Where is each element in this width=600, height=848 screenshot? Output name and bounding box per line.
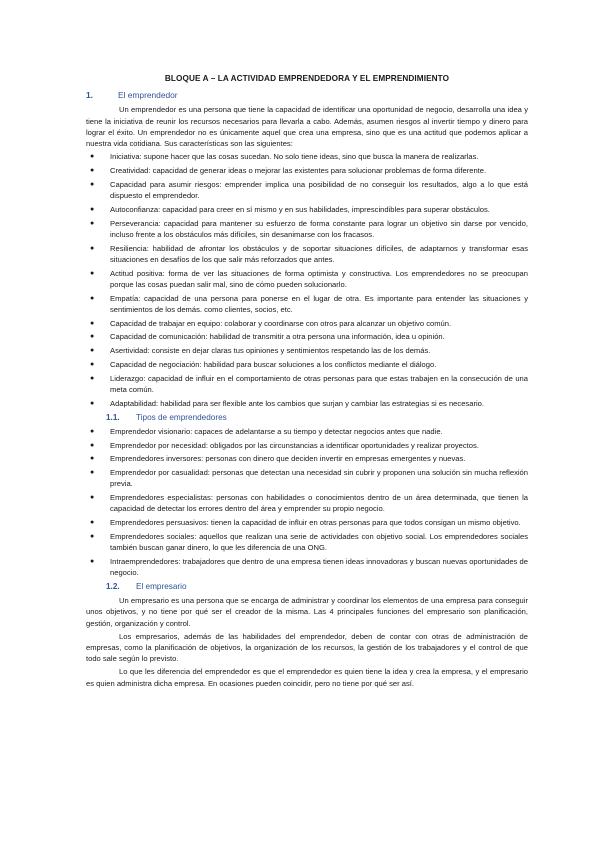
item-term: Liderazgo: [110, 373, 146, 383]
item-text: obligados por las circunstancias a identificar oportunidades y realizar proyectos. [207, 440, 479, 450]
list-item [86, 293, 528, 315]
item-term: Capacidad de comunicación: [110, 332, 208, 342]
item-term: Emprendedores persuasivos: [110, 518, 209, 528]
subsection-heading-empresario [106, 581, 528, 592]
bullet-icon: ● [90, 153, 95, 161]
item-text: habilidad para buscar soluciones a los conflictos mediante el diálogo. [201, 360, 437, 369]
bullet-icon: ● [90, 469, 95, 477]
empresario-paragraph-3: Lo que les diferencia del emprendedor es que el emprendedor es quien tiene la idea y crea la empresa, y el empresario es quien administra dicha empresa. En ocasiones pueden coincidir, pero no tiene por qué ser así. [86, 667, 528, 688]
list-item [86, 268, 528, 290]
bullet-icon: ● [90, 180, 95, 188]
item-text: habilidad de transmitir a otra persona una información, idea u opinión. [207, 332, 445, 342]
item-term: Asertividad: [110, 346, 150, 356]
bullet-icon: ● [90, 205, 95, 213]
item-term: Emprendedor por necesidad: [110, 440, 208, 450]
list-item [86, 440, 528, 451]
list-item [86, 398, 528, 409]
item-text: personas con habilidades o conocimientos dentro de un área determinada, que tienen la capacidad de detectar los errores dentro del área y emprender su propio negocio. [110, 493, 528, 514]
item-term: Actitud positiva: [110, 268, 165, 278]
bullet-icon: ● [90, 361, 95, 368]
characteristics-list [86, 151, 528, 409]
item-text: capacidad para creer en sí mismo y en sus habilidades, imprescindibles para superar obstáculos. [160, 204, 490, 214]
item-term: Adaptabilidad: [110, 398, 159, 408]
list-item [86, 492, 528, 514]
bullet-icon: ● [90, 374, 95, 382]
bullet-icon: ● [90, 269, 95, 277]
item-term: Creatividad: [110, 166, 151, 176]
bullet-icon: ● [90, 441, 95, 449]
list-item [86, 531, 528, 553]
item-text: tienen la capacidad de influir en otras personas para que todos consigan un mismo objetivo. [208, 518, 521, 528]
list-item [86, 179, 528, 201]
item-term: Perseverancia: [110, 218, 161, 228]
list-item [86, 345, 528, 356]
bullet-icon: ● [90, 532, 95, 540]
section-number: 1. [86, 90, 93, 101]
item-term: Empatía: [110, 293, 141, 303]
list-item [86, 453, 528, 464]
document-content [86, 73, 528, 691]
subsection-title: Tipos de emprendedores [136, 412, 227, 422]
item-text: capacidad de una persona para ponerse en el lugar de otra. Es importante para entender las situaciones y sentimientos de los demás. como clientes, socios, etc. [110, 293, 528, 314]
bullet-icon: ● [90, 347, 95, 355]
item-text: habilidad para ser flexible ante los cambios que surjan y cambiar las estrategias si es necesario. [158, 398, 484, 408]
item-term: Intraemprendedores: [110, 556, 181, 566]
list-item [86, 517, 528, 528]
item-term: Capacidad de trabajar en equipo: [110, 318, 223, 328]
item-text: capaces de adelantarse a su tiempo y detectar negocios antes que nadie. [192, 426, 443, 436]
item-term: Capacidad de negociación: [110, 360, 202, 369]
bullet-icon: ● [90, 427, 95, 435]
intro-paragraph: Un emprendedor es una persona que tiene la capacidad de identificar una oportunidad de negocio, desarrolla una idea y tiene la iniciativa de reunir los recursos necesarios para llevarla a cabo. Además, asumen riesgos al invertir tiempo y dinero para lograr el éxito. Un emprendedor no es únicamente aquel que crea una empresa, sino que es una actitud que podemos aplicar a nuestra vida cotidiana. Sus características son las siguientes: [86, 105, 528, 149]
item-term: Emprendedores inversores: [110, 454, 204, 464]
subsection-number: 1.2. [106, 581, 120, 591]
bullet-icon: ● [90, 294, 95, 302]
list-item [86, 556, 528, 578]
item-text: forma de ver las situaciones de forma optimista y constructiva. Los emprendedores no se preocupan porque las cosas puedan salir mal, sino de cómo pueden solucionarlo. [110, 268, 528, 289]
item-text: personas con dinero que deciden invertir en empresas emergentes y nuevas. [203, 454, 466, 464]
bullet-icon: ● [90, 333, 95, 341]
list-item [86, 467, 528, 489]
item-text: habilidad de afrontar los obstáculos y de soportar situaciones difíciles, de adaptarnos y transformar esas situaciones en desafíos de los que salir más reforzados que antes. [110, 243, 528, 264]
item-text: emprender implica una posibilidad de no conseguir los resultados, algo a lo que está dispuesto el emprendedor. [110, 179, 528, 201]
types-list [86, 426, 528, 579]
item-text: consiste en dejar claras tus opiniones y sentimientos respetando las de los demás. [149, 346, 431, 356]
bullet-icon: ● [90, 399, 95, 407]
empresario-paragraph-2: Los empresarios, además de las habilidades del emprendedor, deben de contar con otras de administración de empresas, como la planificación de objetivos, la organización de los recursos, la gestión de los trabajadores y el control de que todo sale según lo previsto. [86, 631, 528, 664]
item-text: capacidad para mantener su esfuerzo de forma constante para lograr un objetivo sin darse por vencido, incluso frente a los obstáculos más difíciles, sin desanimarse con los fracasos. [110, 218, 528, 239]
item-term: Capacidad para asumir riesgos: [110, 179, 222, 189]
bullet-icon: ● [90, 455, 95, 463]
item-term: Resiliencia: [110, 243, 149, 253]
item-text: personas que detectan una necesidad sin cubrir y proponen una solución sin mucha reflexión previa. [110, 468, 529, 489]
item-text: supone hacer que las cosas sucedan. No solo tiene ideas, sino que busca la manera de realizarlas. [141, 152, 479, 162]
section-heading-emprendedor [86, 90, 528, 101]
list-item [86, 373, 528, 395]
bullet-icon: ● [90, 219, 95, 227]
list-item [86, 204, 528, 215]
bullet-icon: ● [90, 319, 95, 327]
list-item [86, 165, 528, 176]
empresario-paragraph-1: Un empresario es una persona que se encarga de administrar y coordinar los elementos de una empresa para conseguir unos objetivos, y no tiene por qué ser el creador de la misma. Las 4 principales funciones del empresario son planificación, gestión, organización y control. [86, 596, 528, 628]
list-item [86, 359, 528, 370]
item-term: Emprendedor por casualidad: [110, 468, 210, 478]
list-item [86, 331, 528, 342]
item-term: Emprendedores especialistas: [110, 493, 213, 503]
list-item [86, 426, 528, 437]
page-title: BLOQUE A – LA ACTIVIDAD EMPRENDEDORA Y EL EMPRENDIMIENTO [164, 74, 450, 83]
bullet-icon: ● [90, 167, 95, 175]
item-text: aquellos que realizan una serie de actividades con objetivo social. Los emprendedores sociales también buscan ganar dinero, lo que les diferencia de una ONG. [110, 531, 528, 553]
bullet-icon: ● [90, 244, 95, 252]
item-term: Autoconfianza: [110, 204, 161, 214]
item-text: capacidad de influir en el comportamiento de otras personas para que estas trabajen en la consecución de una meta común. [110, 373, 528, 394]
item-text: capacidad de generar ideas o mejorar las existentes para solucionar problemas de forma diferente. [150, 166, 487, 176]
item-term: Iniciativa: [110, 152, 142, 162]
item-text: colaborar y coordinarse con otros para alcanzar un objetivo común. [222, 318, 452, 328]
bullet-icon: ● [90, 557, 95, 565]
list-item [86, 243, 528, 265]
list-item [86, 151, 528, 162]
item-term: Emprendedores sociales: [110, 531, 197, 541]
subsection-number: 1.1. [106, 412, 120, 422]
section-title: El emprendedor [118, 90, 178, 101]
list-item [86, 218, 528, 240]
subsection-heading-tipos [106, 412, 528, 423]
item-text: trabajadores que dentro de una empresa tienen ideas innovadoras y buscan nuevas oportunidades de negocio. [110, 556, 528, 578]
bullet-icon: ● [90, 519, 95, 527]
list-item [86, 318, 528, 329]
subsection-title: El empresario [136, 581, 187, 591]
item-term: Emprendedor visionario: [110, 426, 193, 436]
bullet-icon: ● [90, 494, 95, 502]
